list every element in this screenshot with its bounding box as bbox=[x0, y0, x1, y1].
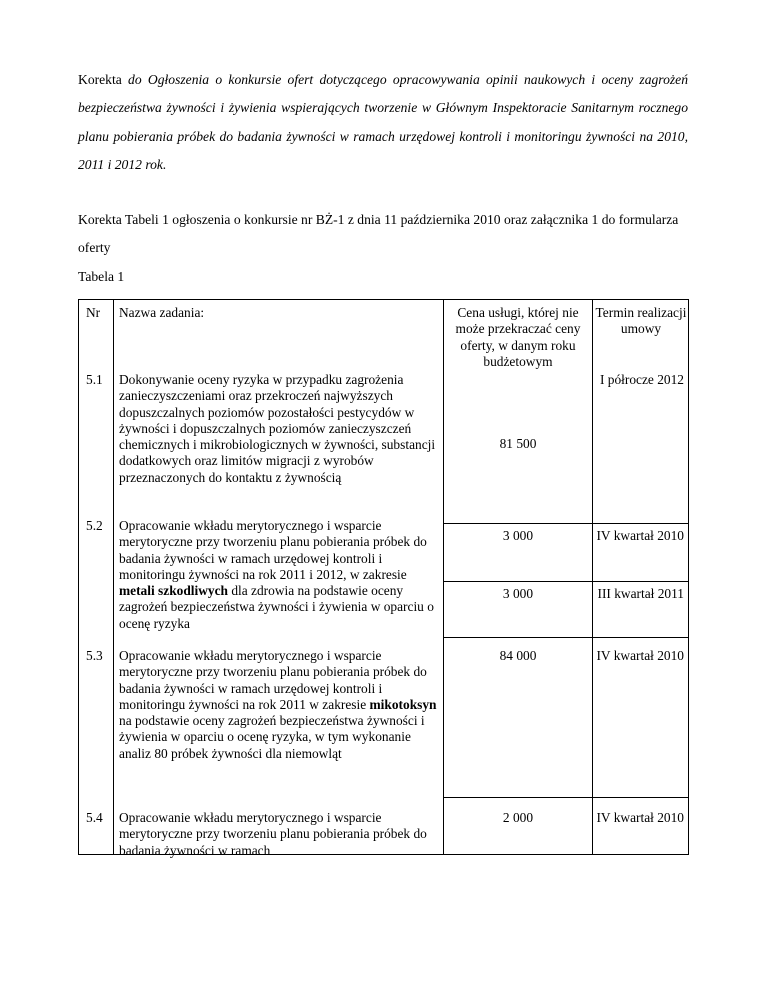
row-nr: 5.2 bbox=[86, 518, 103, 533]
row-term: III kwartał 2011 bbox=[597, 586, 684, 601]
row-price: 3 000 bbox=[502, 528, 534, 543]
row-price: 3 000 bbox=[502, 586, 534, 601]
table-caption: Tabela 1 bbox=[78, 269, 125, 284]
row-term: IV kwartał 2010 bbox=[596, 528, 684, 543]
column-divider bbox=[113, 300, 114, 854]
row-task-name: Opracowanie wkładu merytorycznego i wsparcie merytoryczne przy tworzeniu planu pobierania próbek do badania żywności w ramach urzędowej kontroli i monitoringu żywności na rok 2011 i 2012, w zakresie metali szkodliwych dla zdrowia na podstawie oceny zagrożeń bezpieczeństwa żywności i żywienia w oparciu o ocenę ryzyka bbox=[119, 518, 434, 631]
row-nr: 5.4 bbox=[86, 810, 103, 825]
row-price: 2 000 bbox=[502, 810, 534, 825]
row-divider bbox=[443, 581, 689, 582]
row-price: 84 000 bbox=[499, 648, 537, 663]
row-nr: 5.1 bbox=[86, 372, 103, 387]
header-price: Cena usługi, której nie może przekraczać ceny oferty, w danym roku budżetowym bbox=[455, 305, 581, 369]
header-term: Termin realizacji umowy bbox=[595, 305, 687, 337]
row-nr: 5.3 bbox=[86, 648, 103, 663]
row-task-name: Opracowanie wkładu merytorycznego i wsparcie merytoryczne przy tworzeniu planu pobierania próbek do badania żywności w ramach bbox=[119, 810, 427, 858]
correction-paragraph: Korekta Tabeli 1 ogłoszenia o konkursie nr BŻ-1 z dnia 11 października 2010 oraz załącznika 1 do formularza oferty bbox=[78, 212, 679, 255]
intro-title: do Ogłoszenia o konkursie ofert dotyczącego opracowywania opinii naukowych i oceny zagrożeń bezpieczeństwa żywności i żywienia wspierających tworzenie w Głównym Inspektoracie Sanitarnym rocznego planu pobierania próbek do badania żywności w ramach urzędowej kontroli i monitoringu żywności na 2010, 2011 i 2012 rok. bbox=[78, 72, 688, 172]
row-divider bbox=[443, 637, 689, 638]
row-divider bbox=[443, 797, 689, 798]
bold-phrase: metali szkodliwych bbox=[119, 583, 228, 599]
row-task-name: Dokonywanie oceny ryzyka w przypadku zagrożenia zanieczyszczeniami oraz przekroczeń najwyższych dopuszczalnych poziomów pozostałości pestycydów w żywności i dopuszczalnych poziomów zanieczyszczeń chemicznych i mikrobiologicznych w żywności, substancji dodatkowych oraz limitów migracji z wyrobów przeznaczonych do kontaktu z żywnością bbox=[119, 372, 436, 485]
tasks-table bbox=[78, 299, 689, 858]
row-divider bbox=[443, 523, 689, 524]
row-term: IV kwartał 2010 bbox=[596, 810, 684, 825]
row-term: I półrocze 2012 bbox=[599, 372, 684, 387]
row-price: 81 500 bbox=[499, 436, 537, 451]
bold-phrase: mikotoksyn bbox=[369, 696, 437, 712]
row-task-name: Opracowanie wkładu merytorycznego i wsparcie merytoryczne przy tworzeniu planu pobierania próbek do badania żywności w ramach urzędowej kontroli i monitoringu żywności na rok 2011 w zakresie mikotoksyn na podstawie oceny zagrożeń bezpieczeństwa żywności i żywienia w oparciu o ocenę ryzyka, w tym wykonanie analiz 80 próbek żywności dla niemowląt bbox=[119, 648, 437, 761]
header-nr: Nr bbox=[86, 305, 101, 320]
intro-paragraph bbox=[78, 66, 688, 179]
intro-lead: Korekta bbox=[78, 72, 122, 87]
header-task-name: Nazwa zadania: bbox=[119, 305, 205, 320]
row-term: IV kwartał 2010 bbox=[596, 648, 684, 663]
column-divider bbox=[443, 300, 444, 854]
